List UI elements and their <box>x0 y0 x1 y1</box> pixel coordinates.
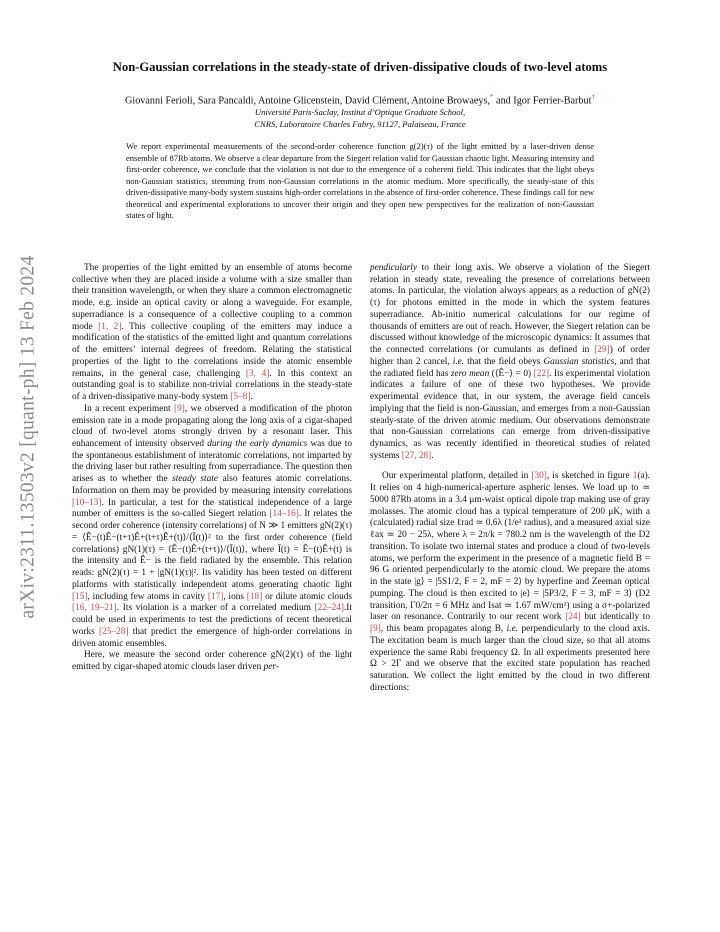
text-run: (a). It relies on 4 high-numerical-aperture aspheric lenses. We load up to ≃ 5000 87Rb atoms in a 3.4 μm-waist optical dipole trap making use of gray molasses. The atomic cloud has a typical temperature of 200 μK, with a (calculated) radial size ℓrad ≃ 0.6λ (1/e² radius), and a measured axial size ℓax ≃ 20 − 25λ, where λ = 2π/k = 780.2 nm is the wavelength of the D2 transition. To isolate two internal states and produce a cloud of two-levels atoms, we perform the experiment in the presence of a magnetic field B = 96 G oriented perpendicularly to the atomic cloud. We prepare the atoms in the state |g⟩ = |5S1/2, F = 2, mF = 2⟩ by hyperfine and Zeeman optical pumping. The cloud is then excited to |e⟩ = |5P3/2, F = 3, mF = 3⟩ (D2 transition, Γ0/2π = 6 MHz and Isat ≃ 1.67 mW/cm²) using a σ+-polarized laser on resonance. Contrarily to our recent work <box>370 471 650 623</box>
citation-link[interactable]: [30] <box>531 471 547 482</box>
text-run: , is sketched in figure <box>546 471 633 482</box>
right-column <box>370 263 650 694</box>
text-run: . <box>250 392 253 403</box>
arxiv-identifier-text: arXiv:2311.13503v2 [quant-ph] 13 Feb 2024 <box>18 255 40 619</box>
text-run: Here, we measure the second order coherence gN(2)(τ) of the light emitted by cigar-shaped atomic clouds laser driven <box>72 650 352 672</box>
text-run: . Its experimental violation indicates a failure of one of these two hypotheses. We provide experimental evidence that, in our system, the average field cancels implying that the field is non-Gaussian, and emerges from a non-Gaussian steady-state of the driven atomic medium. Our observations demonstrate that non-Gaussian correlations can emerge from driven-dissipative dynamics, as was recently identified in theoretical studies of related systems <box>370 368 650 461</box>
text-run: , we observed a modification of the photon emission rate in a mode propagating along the long axis of a cigar-shaped cloud of two-level atoms strongly driven by a resonant laser. This enhancement of intensity observed <box>72 403 352 450</box>
paragraph-intro <box>72 263 352 404</box>
citation-link[interactable]: [9] <box>370 624 381 635</box>
author-list <box>60 93 660 106</box>
author-footnote-mark-1[interactable]: * <box>490 93 494 101</box>
emphasis-text: during the early dynamics <box>207 439 308 450</box>
citation-link[interactable]: [5–8] <box>230 392 251 403</box>
text-run: , including few atoms in cavity <box>87 591 208 602</box>
citation-link[interactable]: [24] <box>565 612 581 623</box>
emphasis-text: zero mean <box>450 368 490 379</box>
text-run: , ions <box>223 591 247 602</box>
text-run: was due to the spontaneous establishment of interatomic correlations, not imparted by the driving laser but rather resulting from superradiance. The question then arises as to whether the <box>72 439 353 485</box>
affiliation-line-2: CNRS, Laboratoire Charles Fabry, 91127, Palaiseau, France <box>254 119 466 129</box>
text-run: ) of order higher than 2 cancel, <box>370 345 650 367</box>
paper-title: Non-Gaussian correlations in the steady-state of driven-dissipative clouds of two-level atoms <box>112 60 608 74</box>
citation-link[interactable]: [10–13] <box>72 497 102 508</box>
citation-link[interactable]: [25–28] <box>99 626 129 637</box>
text-run: In a recent experiment <box>84 403 175 414</box>
figure-reference-link[interactable]: 1 <box>632 471 638 482</box>
text-run: that the field obeys <box>464 356 544 367</box>
citation-link[interactable]: [22–24] <box>314 603 344 614</box>
emphasis-text: i.e. <box>506 624 519 635</box>
emphasis-text: i.e. <box>452 356 465 367</box>
text-run: , this beam propagates along B, <box>380 624 507 635</box>
text-run: . In particular, a test for the statistical independence of a large number of emitters is the so-called Siegert relation <box>72 497 352 520</box>
paragraph-recent-experiment <box>72 404 352 650</box>
emphasis-text: per- <box>263 661 279 672</box>
citation-link[interactable]: [1, 2] <box>98 321 122 332</box>
citation-link[interactable]: [18] <box>246 591 263 602</box>
text-run: . In this context an outstanding goal is to stabilize non-trivial correlations in the steady-state of a driven-dissipative many-body system <box>72 368 353 403</box>
citation-link[interactable]: [29] <box>594 345 610 356</box>
paragraph-violation <box>370 263 650 462</box>
citation-link[interactable]: [22] <box>533 368 550 379</box>
citation-link[interactable]: [3, 4] <box>245 368 270 379</box>
author-names-last: and Igor Ferrier-Barbut <box>493 95 592 107</box>
text-run: . This collective coupling of the emitters may induce a modification of the statistics of the emitted light and quantum correlations of the emitters’ internal degrees of freedom. Relating the statistical properties of the light to the correlations inside the atomic ensemble remains, in the general case, challenging <box>72 321 353 379</box>
citation-link[interactable]: [9] <box>174 403 185 414</box>
text-run: to their long axis. We observe a violation of the Siegert relation in steady state, revealing the presence of correlations between atoms. In particular, the violation always appears as a reduction of gN(2)(τ) for photons emitted in the mode in which the system features superradiance. Ab-initio numerical calculations for our regime of thousands of emitters are out of reach. However, the Siegert relation can be discussed without knowledge of the microscopic dynamics: It assumes that the connected correlations (or cumulants as defined in <box>370 263 650 356</box>
text-run: (⟨Ê−⟩ = 0) <box>489 368 534 379</box>
citation-link[interactable]: [16, 19–21] <box>72 603 117 614</box>
emphasis-text: Gaussian statistics <box>543 356 615 367</box>
text-run: , and that the radiated field has <box>370 356 651 379</box>
arxiv-identifier-stamp <box>14 237 44 637</box>
citation-link[interactable]: [14–16] <box>269 509 299 520</box>
citation-link[interactable]: [27, 28] <box>401 450 432 461</box>
author-names: Giovanni Ferioli, Sara Pancaldi, Antoine Glicenstein, David Clément, Antoine Browaeys, <box>125 95 490 107</box>
left-column <box>72 263 352 674</box>
paragraph-experimental-platform <box>370 471 650 694</box>
citation-link[interactable]: [17] <box>207 591 224 602</box>
text-run: . It relates the second order coherence (intensity correlations) of N ≫ 1 emitters gN(2)(τ) = ⟨Ê−(t)Ê−(t+τ)Ê+(t+τ)Ê+(t)⟩/⟨Ī(t)⟩² to the first order coherence (field correlations) gN(1)(τ) = ⟨Ê−(t)Ê+(t+τ)⟩/⟨Ī(t)⟩, where Ī(t) = Ê−(t)Ê+(t) is the intensity and Ê− is the field radiated by the ensemble. This relation reads: gN(2)(τ) = 1 + |gN(1)(τ)|². Its validity has been tested on different platforms with statistically independent atoms generating chaotic light <box>72 509 353 590</box>
text-run: The properties of the light emitted by an ensemble of atoms become collective when they are placed inside a volume with a size smaller than their transition wavelength, or when they share a common electromagnetic mode, e.g. inside an optical cavity or along a waveguide. For example, superradiance is a consequence of a collective coupling to a common mode <box>72 263 352 332</box>
text-run: .It could be used in experiments to test the predictions of recent theoretical works <box>72 603 352 637</box>
text-run: Our experimental platform, detailed in <box>382 471 532 482</box>
citation-link[interactable]: [15] <box>72 591 88 602</box>
author-footnote-mark-2[interactable]: † <box>591 93 595 101</box>
abstract: We report experimental measurements of the second-order coherence function g(2)(τ) of the light emitted by a laser-driven dense ensemble of 87Rb atoms. We observe a clear departure from the Siegert relation valid for Gaussian chaotic light. Measuring intensity and first-order coherence, we conclude that the violation is not due to the emergence of a coherent field. This indicates that the light obeys non-Gaussian statistics, stemming from non-Gaussian correlations in the atomic medium. More specifically, the steady-state of this driven-dissipative many-body system sustains high-order correlations in the absence of first-order coherence. These findings call for new theoretical and experimental explorations to uncover their origin and they open new perspectives for the realization of non-Gaussian states of light. <box>126 141 594 221</box>
emphasis-text: pendicularly <box>370 263 417 273</box>
text-run: perpendicularly to the cloud axis. The excitation beam is much larger than the cloud size, so that all atoms experience the same Rabi frequency Ω. In all experiments presented here Ω > 2Γ and we observe that the excited state population has reached saturation. We collect the light emitted by the cloud in two different directions: <box>370 624 650 693</box>
paragraph-here-we-measure <box>72 650 352 673</box>
affiliation-line-1: Université Paris-Saclay, Institut d’Optique Graduate School, <box>254 107 466 117</box>
text-run: or dilute atomic clouds <box>262 591 352 602</box>
text-run: that predict the emergence of high-order correlations in driven atomic ensembles. <box>72 626 352 649</box>
text-run: also features atomic correlations. Information on them may be provided by measuring intensity correlations <box>72 474 352 496</box>
text-run: but identically to <box>580 612 650 623</box>
text-run: . <box>431 450 434 461</box>
emphasis-text: steady state <box>172 474 218 485</box>
text-run: . Its violation is a marker of a correlated medium <box>116 603 315 614</box>
